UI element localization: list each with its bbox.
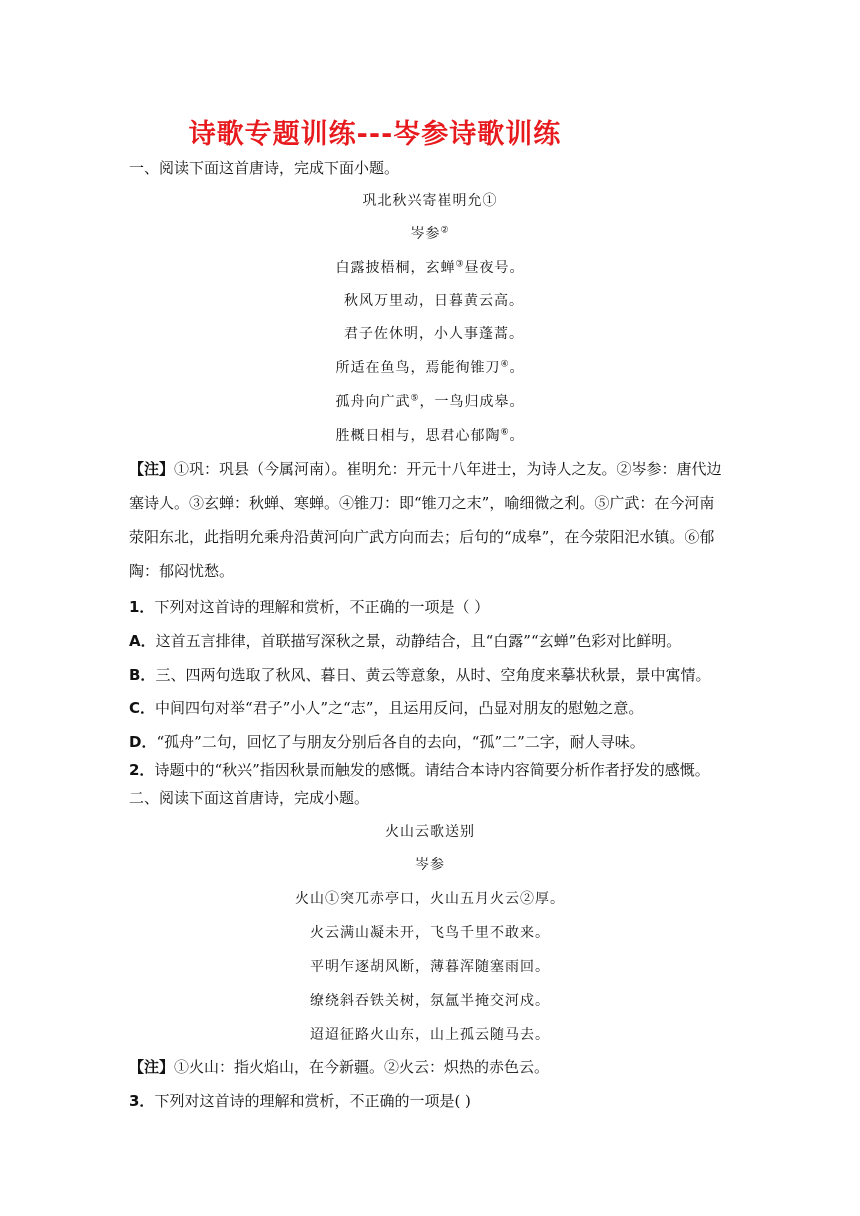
- poem2-line-4: 缭绕斜吞铁关树，氛氲半掩交河戍。: [310, 993, 550, 1009]
- poem2-line-5: 迢迢征路火山东，山上孤云随马去。: [310, 1027, 550, 1043]
- question-2: [129, 760, 749, 780]
- option-d-text: “孤舟”二句，回忆了与朋友分别后各自的去向，“孤”二”二字，耐人寻味。: [156, 733, 645, 751]
- question-3-text: 下列对这首诗的理解和赏析，不正确的一项是( ): [154, 1092, 471, 1110]
- question-1-number: 1．: [129, 598, 155, 616]
- poem1-line-1-tail: 昼夜号。: [464, 260, 525, 276]
- poem1-line-3-text: 君子佐休明，小人事蓬蒿。: [344, 326, 524, 342]
- poem1-line-3: [0, 324, 860, 344]
- poem1-title: 巩北秋兴寄崔明允①: [362, 193, 498, 209]
- poem1-line-4: [0, 358, 860, 378]
- option-a-text: 这首五言排律，首联描写深秋之景，动静结合，且“白露”“玄蝉”色彩对比鲜明。: [155, 632, 682, 650]
- option-c-text: 中间四句对举“君子”小人”之“志”，且运用反问，凸显对朋友的慰勉之意。: [155, 699, 644, 717]
- poem1-author-note: ②: [440, 225, 450, 236]
- option-b: [129, 665, 749, 685]
- poem1-line-2: [0, 291, 860, 311]
- poem1-line-6-text: 胜概日相与，思君心郁陶: [335, 428, 501, 444]
- poem1-note-label: 【注】: [129, 460, 175, 478]
- poem1-line-4-tail: 。: [509, 360, 525, 376]
- poem2-title: 火山云歌送别: [385, 824, 475, 840]
- option-a: [129, 631, 749, 651]
- question-2-number: 2．: [129, 761, 155, 779]
- poem2-author: 岑参: [415, 857, 445, 873]
- poem1-line-2-text: 秋风万里动，日暮黄云高。: [344, 293, 524, 309]
- poem1-line-5-tail: ，一鸟归成皋。: [419, 394, 525, 410]
- poem1-line-6: [0, 426, 860, 446]
- section1-heading: 一、阅读下面这首唐诗，完成下面小题。: [129, 159, 400, 177]
- option-c-label: C．: [129, 699, 156, 717]
- option-d: [129, 732, 749, 752]
- poem1-line-4-text: 所适在鱼鸟，焉能徇锥刀: [335, 360, 501, 376]
- option-b-label: B．: [129, 666, 156, 684]
- question-1-text: 下列对这首诗的理解和赏析，不正确的一项是（ ）: [154, 598, 490, 616]
- poem1-line-4-note: ④: [500, 359, 510, 370]
- document-title: 诗歌专题训练---岑参诗歌训练: [188, 119, 562, 150]
- question-3: [129, 1091, 749, 1111]
- poem2-line-3: 平明乍逐胡风断，薄暮浑随塞雨回。: [310, 959, 550, 975]
- question-2-text: 诗题中的“秋兴”指因秋景而触发的感慨。请结合本诗内容简要分析作者抒发的感慨。: [154, 761, 710, 779]
- question-3-number: 3．: [129, 1092, 155, 1110]
- option-d-label: D．: [129, 733, 157, 751]
- section2-heading: 二、阅读下面这首唐诗，完成小题。: [129, 789, 370, 807]
- option-a-label: A．: [129, 632, 156, 650]
- poem1-line-6-note: ⑥: [500, 427, 510, 438]
- poem1-line-1-note: ③: [455, 259, 465, 270]
- poem1-line-5-note: ⑤: [410, 393, 420, 404]
- poem1-notes: [129, 452, 729, 588]
- poem2-note-text: ①火山：指火焰山，在今新疆。②火云：炽热的赤色云。: [174, 1058, 550, 1076]
- poem1-line-5-text: 孤舟向广武: [335, 394, 411, 410]
- poem1-line-1: [0, 258, 860, 278]
- poem2-line-1: 火山①突兀赤亭口，火山五月火云②厚。: [295, 891, 565, 907]
- option-c: [129, 698, 749, 718]
- poem2-notes: [129, 1057, 749, 1077]
- poem1-note-text: ①巩：巩县（今属河南）。崔明允：开元十八年进士，为诗人之友。②岑参：唐代边塞诗人。③玄蝉：秋蝉、寒蝉。④锥刀：即“锥刀之末”，喻细微之利。⑤广武：在今河南荥阳东北，此指明允乘舟沿黄河向广武方向而去；后句的“成皋”，在今荥阳汜水镇。⑥郁陶：郁闷忧愁。: [129, 460, 722, 580]
- option-b-text: 三、四两句选取了秋风、暮日、黄云等意象，从时、空角度来摹状秋景，景中寓情。: [155, 666, 711, 684]
- question-1: [129, 597, 749, 617]
- poem1-line-1-text: 白露披梧桐，玄蝉: [335, 260, 456, 276]
- poem1-author-name: 岑参: [410, 226, 441, 242]
- poem1-line-6-tail: 。: [509, 428, 525, 444]
- poem1-line-5: [0, 392, 860, 412]
- poem2-note-label: 【注】: [129, 1058, 175, 1076]
- poem1-author: [0, 224, 860, 244]
- poem2-line-2: 火云满山凝未开，飞鸟千里不敢来。: [310, 925, 550, 941]
